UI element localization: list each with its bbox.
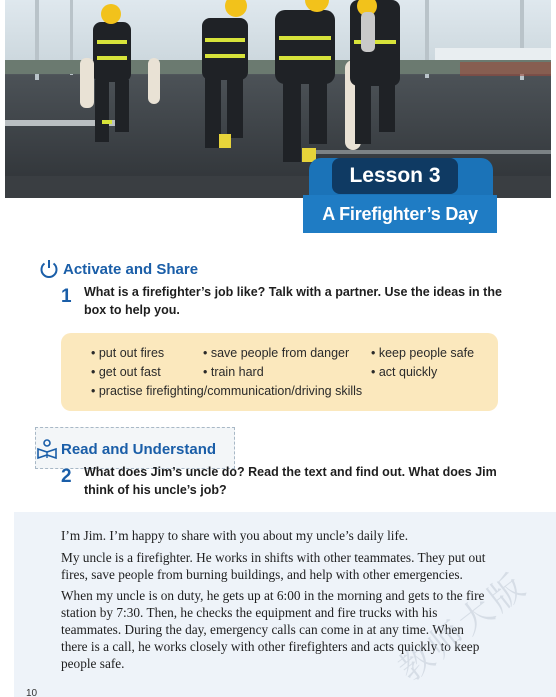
activate-share-label: Activate and Share xyxy=(63,260,199,278)
passage-paragraph: When my uncle is on duty, he gets up at 6:00 in the morning and gets to the fire station by 7:30. Then, he checks the equipment and fire trucks with his teammates. During the day, emergency calls can come in at any time. When there is a call, he works closely with other firefighters and acts quickly to keep people safe. xyxy=(61,588,485,671)
question-2-number: 2 xyxy=(61,466,72,487)
read-understand-heading xyxy=(36,438,216,460)
idea-item: • put out fires xyxy=(91,346,165,360)
idea-item: • keep people safe xyxy=(371,346,475,360)
idea-item: • act quickly xyxy=(371,365,438,379)
question-2-text: What does Jim’s uncle do? Read the text and find out. What does Jim think of his uncle’s job? xyxy=(84,465,497,497)
idea-item: • practise firefighting/communication/driving skills xyxy=(91,384,363,398)
watermark: 教师大版 xyxy=(390,564,536,690)
page-number: 10 xyxy=(26,688,38,697)
passage-paragraph: My uncle is a firefighter. He works in shifts with other teammates. They put out fires, save people from burning buildings, and help with other emergencies. xyxy=(61,550,486,582)
lesson-title: A Firefighter’s Day xyxy=(303,195,497,233)
question-1-text: What is a firefighter’s job like? Talk with a partner. Use the ideas in the box to help you. xyxy=(84,285,502,317)
activate-share-heading xyxy=(38,258,198,280)
idea-item: • train hard xyxy=(203,365,264,379)
read-understand-label: Read and Understand xyxy=(61,440,217,458)
question-1-number: 1 xyxy=(61,286,72,307)
lesson-number: Lesson 3 xyxy=(332,158,458,194)
reader-book-icon xyxy=(36,438,58,460)
passage-paragraph: I’m Jim. I’m happy to share with you about my uncle’s daily life. xyxy=(61,528,409,543)
power-icon xyxy=(38,258,60,280)
idea-item: • get out fast xyxy=(91,365,161,379)
idea-item: • save people from danger xyxy=(203,346,350,360)
